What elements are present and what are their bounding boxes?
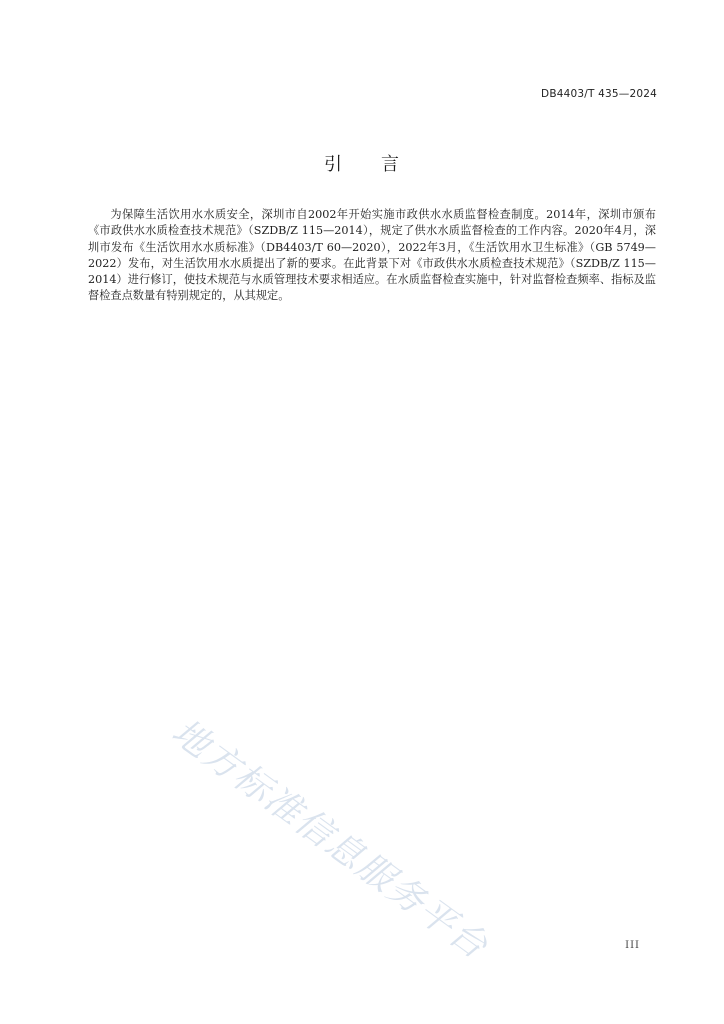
page-number: III — [625, 940, 640, 951]
section-title-char-1: 引 — [324, 154, 343, 175]
watermark: 地方标准信息服务平台 — [164, 711, 496, 968]
document-code: DB4403/T 435—2024 — [541, 88, 657, 100]
section-title — [0, 150, 724, 176]
section-title-char-2: 言 — [381, 154, 400, 175]
introduction-paragraph: 为保障生活饮用水水质安全，深圳市自2002年开始实施市政供水水质监督检查制度。2014年，深圳市颁布《市政供水水质检查技术规范》（SZDB/Z 115—2014），规定了供水水质监督检查的工作内容。2020年4月，深圳市发布《生活饮用水水质标准》（DB4403/T 60—2020），2022年3月，《生活饮用水卫生标准》（GB 5749—2022）发布，对生活饮用水水质提出了新的要求。在此背景下对《市政供水水质检查技术规范》（SZDB/Z 115—2014）进行修订，使技术规范与水质管理技术要求相适应。在水质监督检查实施中，针对监督检查频率、指标及监督检查点数量有特别规定的，从其规定。 — [88, 208, 656, 303]
